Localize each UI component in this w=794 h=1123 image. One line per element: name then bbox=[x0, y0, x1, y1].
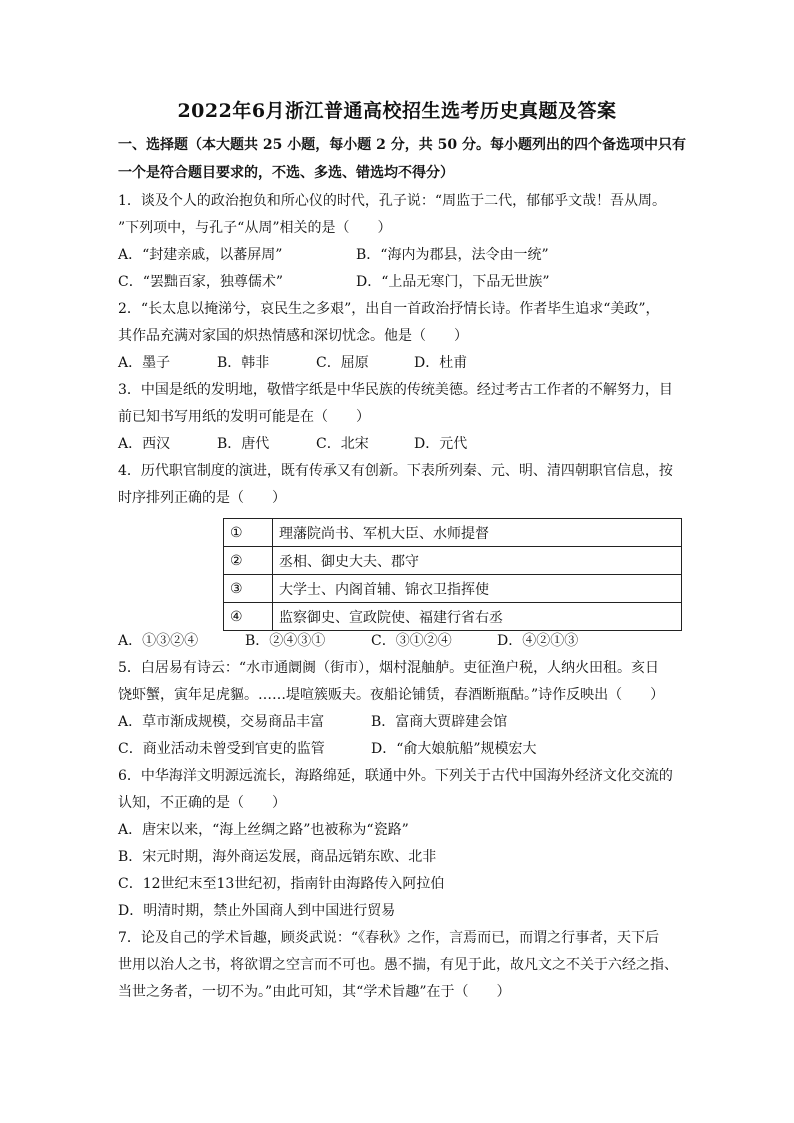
question-2-stem-cont: 其作品充满对家国的炽热情感和深切忧念。他是（ ） bbox=[118, 328, 468, 344]
question-4-option-d: D．④②①③ bbox=[497, 633, 579, 649]
question-2-stem: 2．“长太息以掩涕兮，哀民生之多艰”，出自一首政治抒情长诗。作者毕生追求“美政”， bbox=[118, 301, 660, 317]
page-title: 2022年6月浙江普通高校招生选考历史真题及答案 bbox=[177, 100, 617, 122]
question-2-option-a: A．墨子 bbox=[118, 355, 171, 371]
section-header-cont: 一个是符合题目要求的，不选、多选、错选均不得分） bbox=[118, 165, 454, 181]
table-cell-text: 丞相、御史大夫、郡守 bbox=[273, 547, 682, 575]
question-6-option-b: B．宋元时期，海外商运发展，商品远销东欧、北非 bbox=[118, 849, 437, 865]
question-3-option-c: C．北宋 bbox=[316, 436, 369, 452]
table-row bbox=[224, 519, 682, 547]
question-2-option-d: D．杜甫 bbox=[414, 355, 468, 371]
question-1-option-c: C．“罢黜百家，独尊儒术” bbox=[118, 274, 284, 290]
question-1-option-d: D．“上品无寒门，下品无世族” bbox=[356, 274, 550, 290]
question-6-option-c: C．12世纪末至13世纪初，指南针由海路传入阿拉伯 bbox=[118, 876, 445, 892]
question-7-stem-cont: 世用以治人之书，将欲谓之空言而不可也。愚不揣，有见于此，故凡文之不关于六经之指、 bbox=[118, 957, 678, 973]
question-3-option-a: A．西汉 bbox=[118, 436, 171, 452]
question-4-option-b: B．②④③① bbox=[245, 633, 326, 649]
question-1-option-b: B．“海内为郡县，法令由一统” bbox=[356, 247, 549, 263]
question-5-stem: 5．白居易有诗云：“水市通阛阓（街市），烟村混舳舻。吏征渔户税，人纳火田租。亥日 bbox=[118, 660, 660, 676]
question-3-option-d: D．元代 bbox=[414, 436, 468, 452]
question-3-option-b: B．唐代 bbox=[217, 436, 270, 452]
question-4-stem: 4．历代职官制度的演进，既有传承又有创新。下表所列秦、元、明、清四朝职官信息，按 bbox=[118, 463, 673, 479]
question-2-option-c: C．屈原 bbox=[316, 355, 369, 371]
question-6-stem: 6．中华海洋文明源远流长，海路绵延，联通中外。下列关于古代中国海外经济文化交流的 bbox=[118, 768, 673, 784]
question-1-stem-cont: ”下列项中，与孔子“从周”相关的是（ ） bbox=[118, 220, 392, 236]
question-2-option-b: B．韩非 bbox=[217, 355, 270, 371]
question-6-option-a: A．唐宋以来，“海上丝绸之路”也被称为“瓷路” bbox=[118, 822, 409, 838]
table-cell-num: ② bbox=[224, 547, 273, 575]
question-4-table bbox=[223, 518, 682, 631]
table-row bbox=[224, 575, 682, 603]
question-5-stem-cont: 饶虾蟹，寅年足虎貙。……堤喧簇贩夫。夜船论铺赁，春酒断瓶酤。”诗作反映出（ ） bbox=[118, 687, 665, 703]
question-5-option-a: A．草市渐成规模，交易商品丰富 bbox=[118, 714, 325, 730]
question-4-stem-cont: 时序排列正确的是（ ） bbox=[118, 490, 286, 506]
question-3-stem-cont: 前已知书写用纸的发明可能是在（ ） bbox=[118, 409, 370, 425]
question-3-stem: 3．中国是纸的发明地，敬惜字纸是中华民族的传统美德。经过考古工作者的不解努力，目 bbox=[118, 382, 673, 398]
table-row bbox=[224, 603, 682, 631]
question-6-option-d: D．明清时期，禁止外国商人到中国进行贸易 bbox=[118, 903, 396, 919]
question-4-option-c: C．③①②④ bbox=[371, 633, 452, 649]
table-cell-text: 监察御史、宣政院使、福建行省右丞 bbox=[273, 603, 682, 631]
question-5-option-c: C．商业活动未曾受到官吏的监管 bbox=[118, 741, 325, 757]
table-cell-text: 理藩院尚书、军机大臣、水师提督 bbox=[273, 519, 682, 547]
question-1-stem: 1．谈及个人的政治抱负和所心仪的时代，孔子说：“周监于二代，郁郁乎文哉！吾从周。 bbox=[118, 193, 667, 209]
question-7-stem: 7．论及自己的学术旨趣，顾炎武说：“《春秋》之作，言焉而已，而谓之行事者，天下后 bbox=[118, 930, 660, 946]
question-5-option-d: D．“俞大娘航船”规模宏大 bbox=[371, 741, 537, 757]
question-5-option-b: B．富商大贾辟建会馆 bbox=[371, 714, 508, 730]
table-cell-num: ④ bbox=[224, 603, 273, 631]
question-4-option-a: A．①③②④ bbox=[118, 633, 199, 649]
table-cell-num: ① bbox=[224, 519, 273, 547]
section-header: 一、选择题（本大题共 25 小题，每小题 2 分，共 50 分。每小题列出的四个备选项中只有 bbox=[118, 137, 686, 153]
question-7-stem-cont-2: 当世之务者，一切不为。”由此可知，其“学术旨趣”在于（ ） bbox=[118, 984, 511, 1000]
table-row bbox=[224, 547, 682, 575]
question-6-stem-cont: 认知，不正确的是（ ） bbox=[118, 795, 286, 811]
table-cell-text: 大学士、内阁首辅、锦衣卫指挥使 bbox=[273, 575, 682, 603]
table-cell-num: ③ bbox=[224, 575, 273, 603]
question-1-option-a: A．“封建亲戚，以蕃屏周” bbox=[118, 247, 283, 263]
